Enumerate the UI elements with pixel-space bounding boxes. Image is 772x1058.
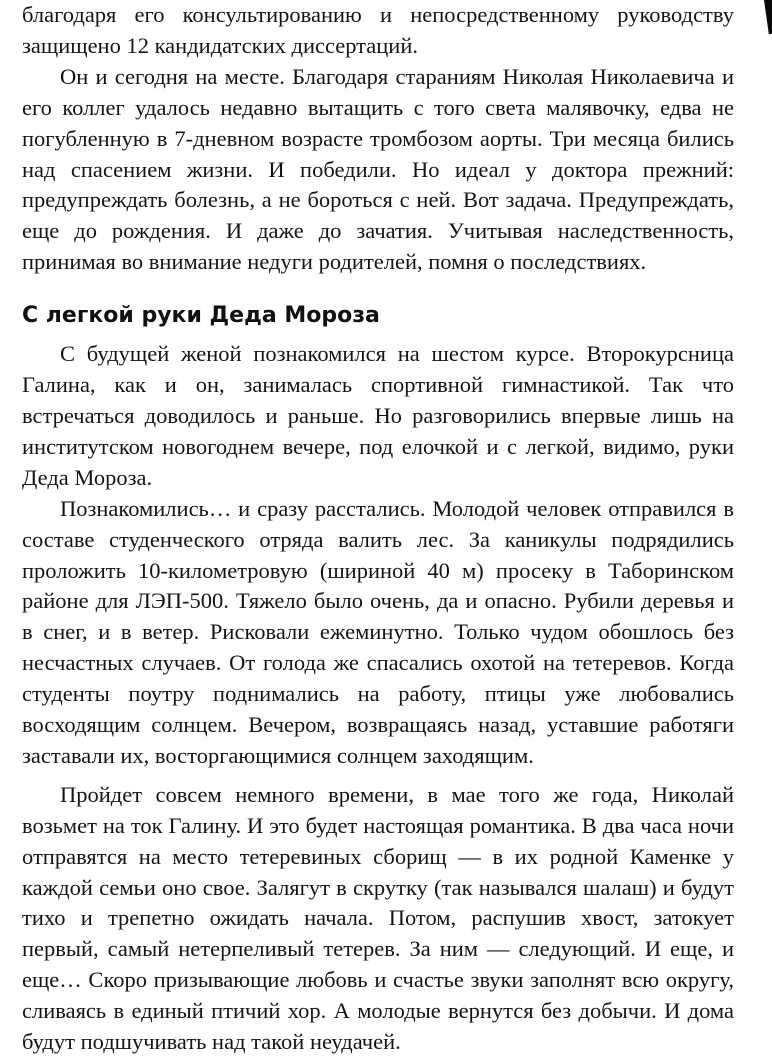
paragraph-section-3: Пройдет совсем немного времени, в мае того же года, Николай возьмет на ток Галину. И это будет настоящая романтика. В два часа ночи отправятся на место тетеревиных сборищ — в их родной Каменке у каждой семьи оно свое. Залягут в скрутку (так назывался шалаш) и будут тихо и трепетно ожидать начала. Потом, распушив хвост, затокует первый, самый нетерпеливый тетерев. За ним — следующий. И еще, и еще… Скоро призывающие любовь и счастье звуки заполнят всю округу, сливаясь в единый птичий хор. А молодые вернутся без добычи. И дома будут подшучивать над такой неудачей.	[22, 781, 734, 1055]
section-heading: С легкой руки Деда Мороза	[22, 303, 380, 329]
paragraph-section-2: Познакомились… и сразу расстались. Молодой человек отправился в составе студенческого отряда валить лес. За каникулы подрядились проложить 10-километровую (шириной 40 м) просеку в Таборинском районе для ЛЭП-500. Тяжело было очень, да и опасно. Рубили деревья и в снег, и в ветер. Рисковали ежеминутно. Только чудом обошлось без несчастных случаев. От голода же спасались охотой на тетеревов. Когда студенты поутру поднимались на работу, птицы уже любовались восходящим солнцем. Вечером, возвращаясь назад, уставшие работяги заставали их, восторгающимися солнцем заходящим.	[22, 495, 734, 768]
paragraph-intro-2: Он и сегодня на месте. Благодаря стараниям Николая Николаевича и его коллег удалось недавно вытащить с того света малявочку, едва не погубленную в 7-дневном возрасте тромбозом аорты. Три месяца бились над спасением жизни. И победили. Но идеал у доктора прежний: предупреждать болезнь, а не бороться с ней. Вот задача. Предупреждать, еще до рождения. И даже до зачатия. Учитывая наследственность, принимая во внимание недуги родителей, помня о последствиях.	[22, 63, 734, 275]
paragraph-section-1: С будущей женой познакомился на шестом курсе. Второкурсница Галина, как и он, занималась спортивной гимнастикой. Так что встречаться доводилось и раньше. Но разговорились впервые лишь на институтском новогоднем вечере, под елочкой и с легкой, видимо, руки Деда Мороза.	[22, 341, 734, 490]
page-edge-mark	[764, 0, 772, 34]
page-text	[22, 0, 734, 1058]
paragraph-intro-1: благодаря его консультированию и непосредственному руководству защищено 12 кандидатских диссертаций.	[22, 2, 734, 58]
